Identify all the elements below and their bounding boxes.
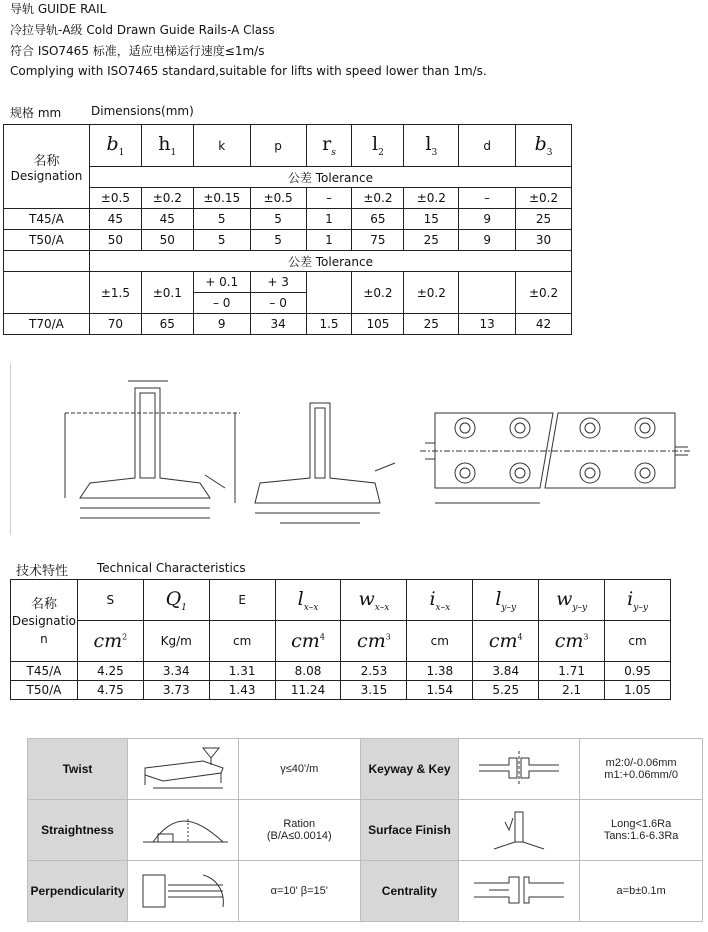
table-cell: 4.75 bbox=[77, 681, 143, 700]
row-designation: T45/A bbox=[11, 662, 78, 681]
tol2-b3: ±0.2 bbox=[516, 272, 572, 314]
table-cell: 34 bbox=[250, 314, 306, 335]
table-cell: 42 bbox=[516, 314, 572, 335]
unit-exponent: 3 bbox=[583, 632, 589, 642]
col-p: p bbox=[250, 125, 306, 167]
unit-text: cm bbox=[488, 630, 518, 652]
unit-text: cm bbox=[554, 630, 584, 652]
tolerance-cell: ±0.5 bbox=[250, 188, 306, 209]
tolerance-label-2: 公差 Tolerance bbox=[89, 251, 571, 272]
tech-header-cell bbox=[341, 580, 407, 621]
keyway-m1: m1:+0.06mm/0 bbox=[604, 769, 678, 781]
tech-header-symbol: i bbox=[429, 587, 436, 610]
tech-header-cell bbox=[473, 580, 539, 621]
technical-title-cn: 技术特性 bbox=[16, 564, 69, 579]
tol2-l3: ±0.2 bbox=[404, 272, 459, 314]
dimensions-title-cn: 规格 mm bbox=[10, 106, 62, 120]
tol2-rs bbox=[306, 272, 352, 314]
table-cell: 1.38 bbox=[407, 662, 473, 681]
col-rs: $r_s$ bbox=[306, 125, 352, 167]
table-cell: 3.73 bbox=[143, 681, 209, 700]
unit-exponent: 4 bbox=[319, 632, 325, 642]
spec-label-twist: Twist bbox=[28, 739, 128, 800]
tech-header-cell bbox=[605, 580, 671, 621]
table-cell: 3.84 bbox=[473, 662, 539, 681]
rail-drawings bbox=[10, 363, 700, 535]
tech-header-subscript: 1 bbox=[181, 602, 187, 613]
tech-designation-header bbox=[11, 580, 78, 662]
tol2-p-upper: + 3 bbox=[250, 272, 306, 293]
surface-trans: Tans:1.6-6.3Ra bbox=[603, 830, 679, 842]
table-cell: 45 bbox=[141, 209, 193, 230]
dimensions-table bbox=[3, 124, 572, 335]
table-cell: 5 bbox=[193, 209, 250, 230]
technical-table bbox=[10, 579, 671, 700]
col-k: k bbox=[193, 125, 250, 167]
table-cell: 1.05 bbox=[605, 681, 671, 700]
straightness-ratio: Ration bbox=[283, 818, 316, 830]
spec-value-centrality: a=b±0.1m bbox=[580, 861, 703, 922]
tol2-b1: ±1.5 bbox=[89, 272, 141, 314]
keyway-icon bbox=[459, 739, 580, 800]
tech-unit-cell: cm bbox=[209, 621, 275, 662]
tolerance-cell: ±0.5 bbox=[89, 188, 141, 209]
table-cell: 45 bbox=[89, 209, 141, 230]
unit-text: cm bbox=[357, 630, 386, 652]
spec-value-surface bbox=[580, 800, 703, 861]
designation-cn: 名称 bbox=[33, 154, 60, 169]
table-cell: 13 bbox=[459, 314, 516, 335]
tolerance-cell: ±0.2 bbox=[352, 188, 404, 209]
tech-unit-cell bbox=[77, 621, 143, 662]
table-cell: 3.15 bbox=[341, 681, 407, 700]
row-designation: T45/A bbox=[4, 209, 90, 230]
tech-unit-cell: cm bbox=[605, 621, 671, 662]
tech-header-cell bbox=[539, 580, 605, 621]
tolerance-cell: – bbox=[459, 188, 516, 209]
spec-label-centrality: Centrality bbox=[360, 861, 459, 922]
tolerance-row-1 bbox=[4, 188, 572, 209]
tech-header-cell bbox=[143, 580, 209, 621]
spec-table bbox=[27, 738, 703, 922]
twist-icon bbox=[127, 739, 238, 800]
tech-header-symbol: i bbox=[627, 587, 634, 610]
spec-label-straightness: Straightness bbox=[28, 800, 128, 861]
table-cell: 9 bbox=[193, 314, 250, 335]
tech-name-en: Designation bbox=[11, 614, 77, 646]
tech-header-subscript: x–x bbox=[435, 602, 451, 613]
table-cell: 8.08 bbox=[275, 662, 341, 681]
table-cell: 30 bbox=[516, 230, 572, 251]
table-cell: 3.34 bbox=[143, 662, 209, 681]
centrality-icon bbox=[459, 861, 580, 922]
header-line-2: 冷拉导轨-A级 Cold Drawn Guide Rails-A Class bbox=[10, 23, 275, 37]
tech-header-symbol: w bbox=[556, 587, 573, 610]
table-cell: 4.25 bbox=[77, 662, 143, 681]
table-cell: 1 bbox=[306, 230, 352, 251]
tech-header-symbol: w bbox=[358, 587, 375, 610]
tolerance-cell: ±0.2 bbox=[141, 188, 193, 209]
table-cell: 25 bbox=[404, 230, 459, 251]
spec-value-perpendicularity: α=10' β=15' bbox=[238, 861, 360, 922]
col-d: d bbox=[459, 125, 516, 167]
table-cell: 5.25 bbox=[473, 681, 539, 700]
table-cell: 11.24 bbox=[275, 681, 341, 700]
table-cell: 1.43 bbox=[209, 681, 275, 700]
blank-cell bbox=[4, 251, 90, 272]
row-designation: T50/A bbox=[11, 681, 78, 700]
rail-cross-section-drawing bbox=[65, 381, 240, 518]
tech-header-cell bbox=[275, 580, 341, 621]
table-cell: 2.53 bbox=[341, 662, 407, 681]
col-b3: $b_3$ bbox=[516, 125, 572, 167]
rail-side-view-drawing bbox=[235, 403, 395, 523]
tech-header-cell: E bbox=[209, 580, 275, 621]
keyway-m2: m2:0/-0.06mm bbox=[605, 757, 677, 769]
table-row bbox=[4, 314, 572, 335]
row-designation: T70/A bbox=[4, 314, 90, 335]
unit-text: cm bbox=[291, 630, 320, 652]
tech-header-subscript: x–x bbox=[374, 602, 390, 613]
unit-text: cm bbox=[93, 630, 123, 652]
table-cell: 1 bbox=[306, 209, 352, 230]
table-cell: 50 bbox=[89, 230, 141, 251]
table-cell: 15 bbox=[404, 209, 459, 230]
unit-exponent: 4 bbox=[517, 632, 523, 642]
tech-header-subscript: y–y bbox=[501, 602, 517, 613]
spec-label-keyway: Keyway & Key bbox=[360, 739, 459, 800]
spec-value-twist: γ≤40'/m bbox=[238, 739, 360, 800]
tech-unit-cell: Kg/m bbox=[143, 621, 209, 662]
tech-unit-cell: cm bbox=[407, 621, 473, 662]
tech-header-subscript: y–y bbox=[572, 602, 588, 613]
tech-header-subscript: x–x bbox=[303, 602, 319, 613]
table-cell: 65 bbox=[352, 209, 404, 230]
table-cell: 105 bbox=[352, 314, 404, 335]
tech-header-symbol: Q bbox=[165, 587, 182, 610]
tol2-k-lower: – 0 bbox=[193, 293, 250, 314]
table-cell: 5 bbox=[250, 209, 306, 230]
designation-en: Designation bbox=[10, 169, 83, 183]
surface-finish-icon bbox=[459, 800, 580, 861]
dimensions-title-en: Dimensions(mm) bbox=[91, 104, 194, 118]
table-cell: 25 bbox=[516, 209, 572, 230]
tol2-d bbox=[459, 272, 516, 314]
table-cell: 1.5 bbox=[306, 314, 352, 335]
unit-exponent: 3 bbox=[385, 632, 391, 642]
table-cell: 2.1 bbox=[539, 681, 605, 700]
table-cell: 1.31 bbox=[209, 662, 275, 681]
table-cell: 65 bbox=[141, 314, 193, 335]
table-cell: 75 bbox=[352, 230, 404, 251]
spec-value-straightness bbox=[238, 800, 360, 861]
tech-name-cn: 名称 bbox=[30, 597, 57, 612]
tol2-p-lower: – 0 bbox=[250, 293, 306, 314]
table-cell: 5 bbox=[250, 230, 306, 251]
header-line-4: Complying with ISO7465 standard,suitable for lifts with speed lower than 1m/s. bbox=[10, 64, 487, 78]
tech-header-symbol: l bbox=[495, 587, 502, 610]
tech-unit-cell bbox=[473, 621, 539, 662]
tol2-l2: ±0.2 bbox=[352, 272, 404, 314]
table-cell: 1.54 bbox=[407, 681, 473, 700]
col-b1: $b_1$ bbox=[89, 125, 141, 167]
tol2-h1: ±0.1 bbox=[141, 272, 193, 314]
surface-long: Long<1.6Ra bbox=[610, 818, 672, 830]
rail-plan-view-drawing bbox=[420, 413, 690, 503]
tol2-k-upper: + 0.1 bbox=[193, 272, 250, 293]
tolerance-label-1: 公差 Tolerance bbox=[89, 167, 571, 188]
tolerance-cell: ±0.15 bbox=[193, 188, 250, 209]
col-l3: $l_3$ bbox=[404, 125, 459, 167]
tech-header-cell: S bbox=[77, 580, 143, 621]
header-line-1: 导轨 GUIDE RAIL bbox=[10, 2, 107, 16]
table-cell: 0.95 bbox=[605, 662, 671, 681]
table-cell: 9 bbox=[459, 230, 516, 251]
table-cell: 9 bbox=[459, 209, 516, 230]
table-cell: 70 bbox=[89, 314, 141, 335]
spec-label-surface: Surface Finish bbox=[360, 800, 459, 861]
designation-header bbox=[4, 125, 90, 209]
table-cell: 25 bbox=[404, 314, 459, 335]
spec-label-perpendicularity: Perpendicularity bbox=[28, 861, 128, 922]
tolerance-cell: ±0.2 bbox=[516, 188, 572, 209]
col-h1: $h_1$ bbox=[141, 125, 193, 167]
table-cell: 50 bbox=[141, 230, 193, 251]
table-cell: 1.71 bbox=[539, 662, 605, 681]
table-row bbox=[4, 209, 572, 230]
straightness-formula: (B/A≤0.0014) bbox=[266, 830, 332, 842]
blank-cell bbox=[4, 272, 90, 314]
tech-unit-cell bbox=[539, 621, 605, 662]
header-line-3: 符合 ISO7465 标准，适应电梯运行速度≤1m/s bbox=[10, 44, 265, 58]
col-l2: $l_2$ bbox=[352, 125, 404, 167]
tolerance-cell: – bbox=[306, 188, 352, 209]
technical-title-en: Technical Characteristics bbox=[97, 561, 246, 575]
tech-header-cell bbox=[407, 580, 473, 621]
tolerance-cell: ±0.2 bbox=[404, 188, 459, 209]
tech-unit-cell bbox=[341, 621, 407, 662]
tech-header-symbol: l bbox=[297, 587, 304, 610]
tech-unit-cell bbox=[275, 621, 341, 662]
spec-value-keyway bbox=[580, 739, 703, 800]
table-row bbox=[11, 681, 671, 700]
table-row bbox=[11, 662, 671, 681]
table-cell: 5 bbox=[193, 230, 250, 251]
tech-header-subscript: y–y bbox=[633, 602, 648, 613]
row-designation: T50/A bbox=[4, 230, 90, 251]
table-row bbox=[4, 230, 572, 251]
perpendicularity-icon bbox=[127, 861, 238, 922]
unit-exponent: 2 bbox=[122, 632, 128, 642]
straightness-icon bbox=[127, 800, 238, 861]
